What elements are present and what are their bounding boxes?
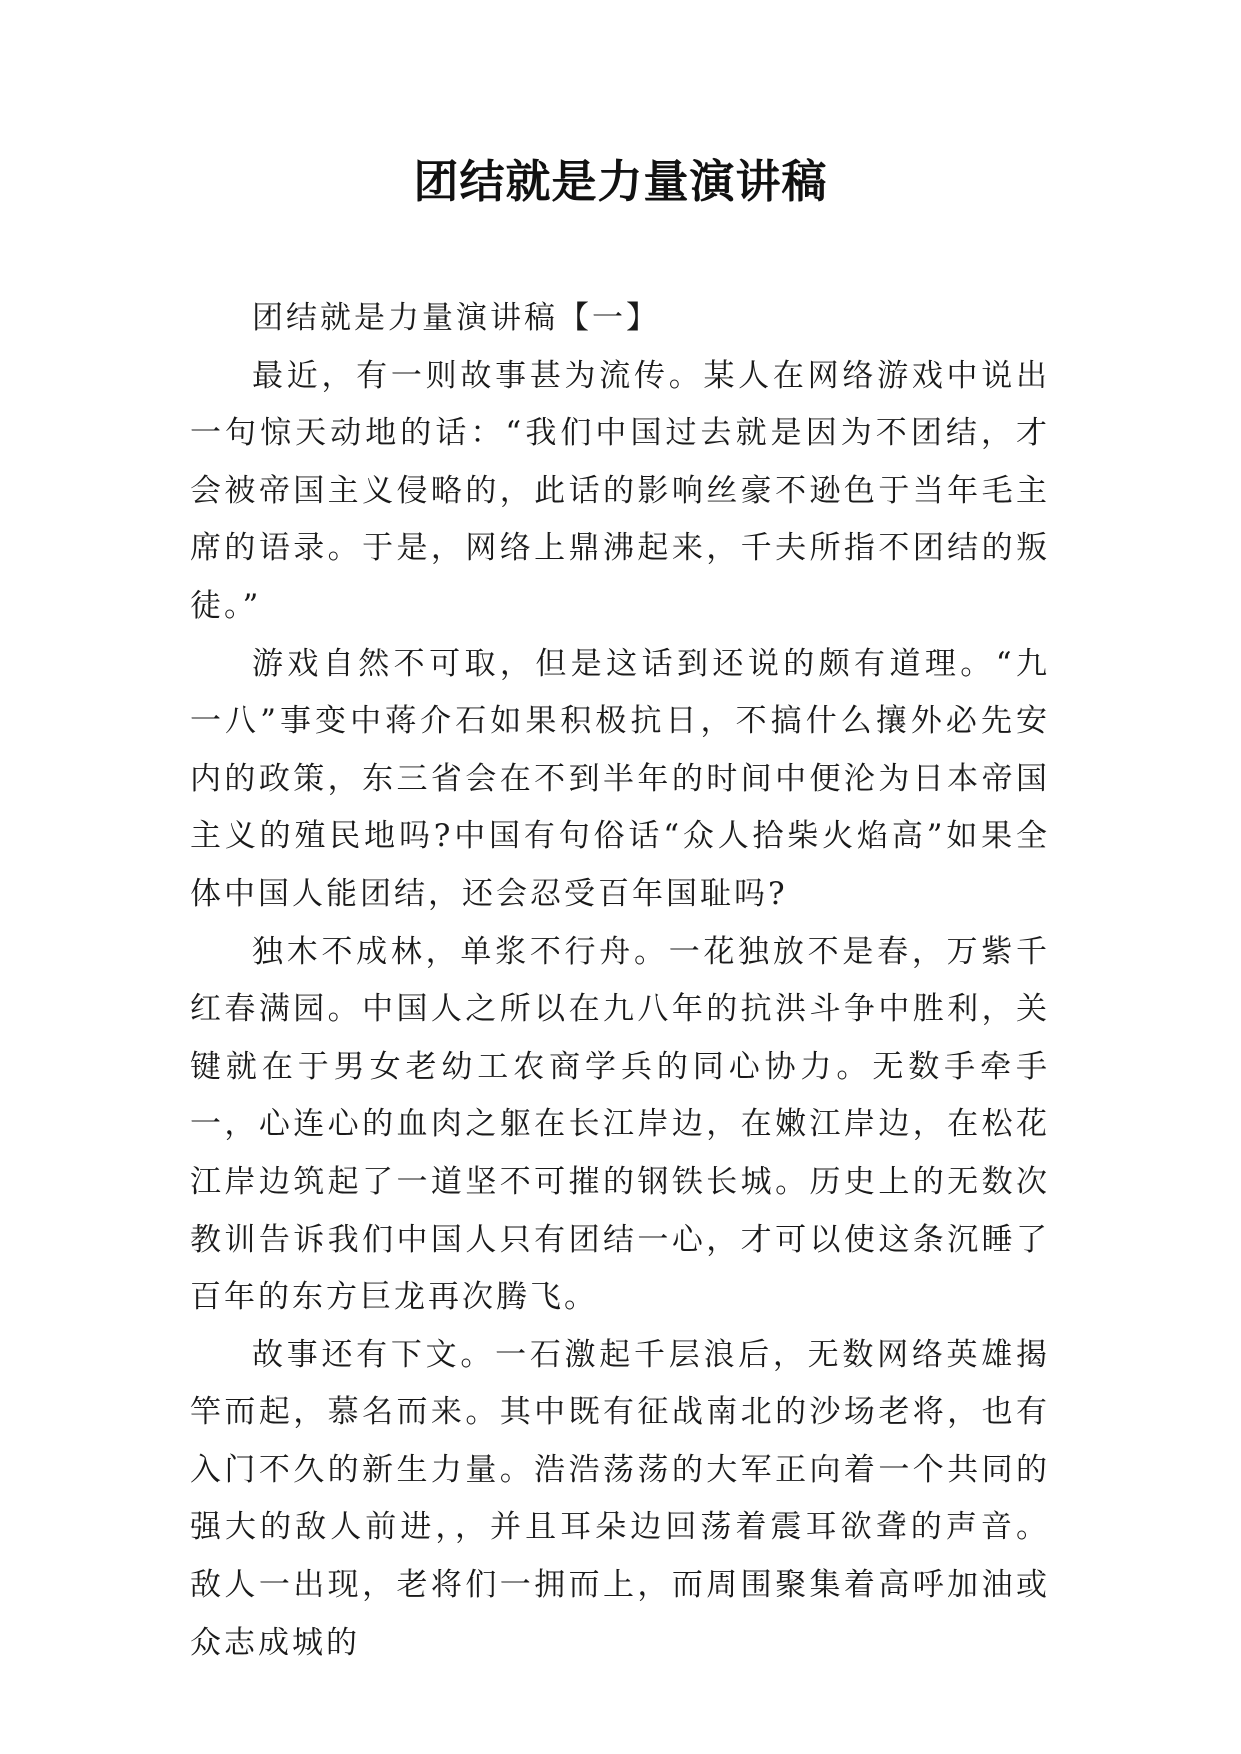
paragraph-3: 独木不成林，单浆不行舟。一花独放不是春，万紫千红春满园。中国人之所以在九八年的抗洪斗争中胜利，关键就在于男女老幼工农商学兵的同心协力。无数手牵手一，心连心的血肉之躯在长江岸边，在嫩江岸边，在松花江岸边筑起了一道坚不可摧的钢铁长城。历史上的无数次教训告诉我们中国人只有团结一心，才可以使这条沉睡了百年的东方巨龙再次腾飞。 <box>190 933 1050 1316</box>
document-body <box>190 290 1050 1672</box>
document-title: 团结就是力量演讲稿 <box>413 155 828 208</box>
section-heading: 团结就是力量演讲稿【一】 <box>252 300 660 336</box>
paragraph-2: 游戏自然不可取，但是这话到还说的颇有道理。“九一八”事变中蒋介石如果积极抗日，不搞什么攘外必先安内的政策，东三省会在不到半年的时间中便沦为日本帝国主义的殖民地吗?中国有句俗话“众人拾柴火焰高”如果全体中国人能团结，还会忍受百年国耻吗? <box>190 645 1050 912</box>
paragraph-4: 故事还有下文。一石激起千层浪后，无数网络英雄揭竿而起，慕名而来。其中既有征战南北的沙场老将，也有入门不久的新生力量。浩浩荡荡的大军正向着一个共同的强大的敌人前进，，并且耳朵边回荡着震耳欲聋的声音。敌人一出现，老将们一拥而上，而周围聚集着高呼加油或众志成城的 <box>190 1336 1050 1661</box>
paragraph-1: 最近，有一则故事甚为流传。某人在网络游戏中说出一句惊天动地的话：“我们中国过去就是因为不团结，才会被帝国主义侵略的，此话的影响丝豪不逊色于当年毛主席的语录。于是，网络上鼎沸起来，千夫所指不团结的叛徒。” <box>190 357 1050 624</box>
